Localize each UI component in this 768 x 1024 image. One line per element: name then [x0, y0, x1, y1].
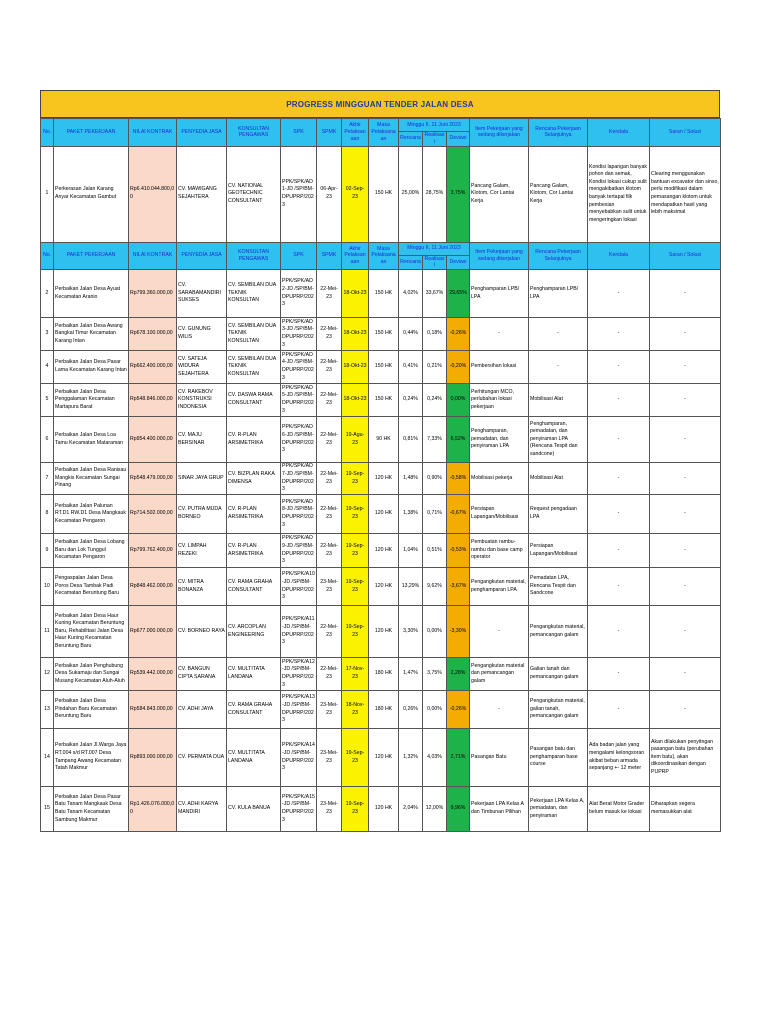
- row-number: 5: [41, 384, 54, 417]
- package-name: Perbaikan Jalan Desa Awang Bangkal Timur Kecamatan Karang Intan: [54, 318, 129, 351]
- actual-percent: 0,24%: [423, 384, 447, 417]
- deviation-percent: 3,75%: [447, 146, 470, 242]
- end-date: 19-Sep-23: [342, 787, 369, 832]
- planned-percent: 4,02%: [399, 270, 423, 318]
- package-name: Perbaikan Jalan Palunan RT.D1 RW.D1 Desa Mangkauk Kecamatan Pengaron: [54, 495, 129, 534]
- end-date: 18-Okt-23: [342, 318, 369, 351]
- header-saran: Saran / Solusi: [650, 119, 721, 147]
- row-number: 3: [41, 318, 54, 351]
- table-row: [41, 787, 721, 832]
- planned-percent: 25,00%: [399, 146, 423, 242]
- next-work: Persiapan Lapangan/Mobilisasi: [529, 534, 588, 568]
- duration: 180 HK: [369, 658, 399, 691]
- spmk-date: 06-Apr-23: [317, 146, 342, 242]
- solution: -: [650, 463, 721, 495]
- planned-percent: 1,38%: [399, 495, 423, 534]
- header-item: Item Pekerjaan yang sedang dikerjakan: [470, 119, 529, 147]
- planned-percent: 1,04%: [399, 534, 423, 568]
- consultant-name: CV. R-PLAN ARSIMETRIKA: [227, 495, 281, 534]
- actual-percent: 0,18%: [423, 318, 447, 351]
- spmk-date: 22-Mei-23: [317, 318, 342, 351]
- duration: 150 HK: [369, 146, 399, 242]
- duration: 150 HK: [369, 270, 399, 318]
- end-date: 19-Agu-23: [342, 417, 369, 463]
- row-number: 14: [41, 729, 54, 787]
- duration: 120 HK: [369, 534, 399, 568]
- spmk-date: 23-Mei-23: [317, 691, 342, 729]
- header-akhir: Akhir Pelaksanaan: [342, 242, 369, 270]
- provider-name: CV. LIMPAH REZEKI: [177, 534, 227, 568]
- spmk-date: 23-Mei-23: [317, 729, 342, 787]
- header-saran: Saran / Solusi: [650, 242, 721, 270]
- consultant-name: CV. BIZPLAN RAKA DIMENSA: [227, 463, 281, 495]
- header-row: [41, 119, 721, 132]
- next-work: Penghamparan LPB/ LPA: [529, 270, 588, 318]
- header-nilai: NILAI KONTRAK: [129, 242, 177, 270]
- actual-percent: 0,21%: [423, 351, 447, 384]
- contract-value: Rp662.400.000,00: [129, 351, 177, 384]
- header-row: [41, 242, 721, 255]
- solution: -: [650, 270, 721, 318]
- row-number: 7: [41, 463, 54, 495]
- header-realisasi: Realisasi: [423, 255, 447, 270]
- report-sheet: [40, 90, 720, 832]
- actual-percent: 33,67%: [423, 270, 447, 318]
- contract-value: Rp714.502.000,00: [129, 495, 177, 534]
- table-row: [41, 463, 721, 495]
- table-row: [41, 729, 721, 787]
- planned-percent: 0,44%: [399, 318, 423, 351]
- current-work: -: [470, 318, 529, 351]
- deviation-percent: -3,30%: [447, 606, 470, 658]
- spmk-date: 22-Mei-23: [317, 270, 342, 318]
- actual-percent: 28,75%: [423, 146, 447, 242]
- current-work: Pengangkutan material, penghamparan LPA: [470, 568, 529, 606]
- deviation-percent: -0,58%: [447, 463, 470, 495]
- header-paket: PAKET PEKERJAAN: [54, 119, 129, 147]
- table-row: [41, 384, 721, 417]
- duration: 150 HK: [369, 351, 399, 384]
- table-row: [41, 534, 721, 568]
- header-minggu: Minggu II, 11 Juni 2023: [399, 242, 470, 255]
- table-row: [41, 691, 721, 729]
- spk-number: PPK/SPK/A12-JD /SP/BM-DPUPRP/2023: [281, 658, 317, 691]
- consultant-name: CV. SEMBILAN DUA TEKNIK KONSULTAN: [227, 351, 281, 384]
- solution: -: [650, 384, 721, 417]
- next-work: Penghamparan, pemadatan, dan penyiraman LPA (Rencana Tespit dan sandcone): [529, 417, 588, 463]
- header-paket: PAKET PEKERJAAN: [54, 242, 129, 270]
- current-work: Penghamparan, pemadatan, dan penyiraman LPA: [470, 417, 529, 463]
- next-work: Pekerjaan LPA Kelas A, pemadatan, dan penyiraman: [529, 787, 588, 832]
- obstacle: -: [588, 270, 650, 318]
- planned-percent: 1,48%: [399, 463, 423, 495]
- spk-number: PPK/SPK/AD8-JD /SP/BM-DPUPRP/2023: [281, 495, 317, 534]
- contract-value: Rp954.400.000,00: [129, 417, 177, 463]
- planned-percent: 13,29%: [399, 568, 423, 606]
- header-rencana-pekerjaan: Rencana Pekerjaan Selanjutnya: [529, 119, 588, 147]
- next-work: -: [529, 318, 588, 351]
- table-row: [41, 568, 721, 606]
- deviation-percent: 2,71%: [447, 729, 470, 787]
- table-row: [41, 658, 721, 691]
- contract-value: Rp584.843.000,00: [129, 691, 177, 729]
- current-work: -: [470, 606, 529, 658]
- next-work: Pengangkutan material, pemancangan galam: [529, 606, 588, 658]
- spk-number: PPK/SPK/AD1-JD /SP/BM-DPUPRP/2023: [281, 146, 317, 242]
- package-name: Perbaikan Jalan Desa Pasar Batu Tanam Mangkauk Desa Batu Tanam Kecamatan Sambung Makmur: [54, 787, 129, 832]
- spk-number: PPK/SPK/A13-JD /SP/BM-DPUPRP/2023: [281, 691, 317, 729]
- deviation-percent: -0,26%: [447, 691, 470, 729]
- package-name: Perbaikan Jalan Desa Pasar Lama Kecamatan Karang Intan: [54, 351, 129, 384]
- provider-name: CV. RAKEBOV KONSTRUKSI INDONESIA: [177, 384, 227, 417]
- provider-name: CV. MAJU BERSINAR: [177, 417, 227, 463]
- provider-name: CV. BORNEO RAYA: [177, 606, 227, 658]
- duration: 120 HK: [369, 568, 399, 606]
- header-kendala: Kendala: [588, 119, 650, 147]
- actual-percent: 0,00%: [423, 691, 447, 729]
- package-name: Perbaikan Jalan Desa Haur Kuning Kecamatan Beruntung Baru, Rehabilitasi Jalan Desa Haur Kuning Kecamatan Beruntung Baru: [54, 606, 129, 658]
- solution: -: [650, 495, 721, 534]
- duration: 120 HK: [369, 463, 399, 495]
- provider-name: CV. SARABAMANDIRI SUKSES: [177, 270, 227, 318]
- obstacle: Kondisi lapangan banyak pohon dan semak, Kondisi lokasi cukup sulit mengakibatkan klotom banyak tertapal filk pembesian menyebabkan sulit untuk mengeringkan lokasi: [588, 146, 650, 242]
- duration: 120 HK: [369, 606, 399, 658]
- report-title: PROGRESS MINGGUAN TENDER JALAN DESA: [40, 90, 720, 118]
- actual-percent: 12,00%: [423, 787, 447, 832]
- next-work: Pasangan batu dan penghamparan base course: [529, 729, 588, 787]
- current-work: Pengangkutan material dan pemancangan galam: [470, 658, 529, 691]
- provider-name: CV. GUNUNG WILIS: [177, 318, 227, 351]
- consultant-name: CV. SEMBILAN DUA TEKNIK KONSULTAN: [227, 270, 281, 318]
- planned-percent: 0,26%: [399, 691, 423, 729]
- end-date: 02-Sep-23: [342, 146, 369, 242]
- provider-name: SINAR JAYA GRUP: [177, 463, 227, 495]
- provider-name: CV. SATEJA WIDURA SEJAHTERA: [177, 351, 227, 384]
- next-work: Pancang Galam, Klotom, Cor Lantai Kerja: [529, 146, 588, 242]
- actual-percent: 3,75%: [423, 658, 447, 691]
- end-date: 19-Sep-23: [342, 463, 369, 495]
- package-name: Perbaikan Jalan Desa Penggalaman Kecamatan Martapura Barat: [54, 384, 129, 417]
- package-name: Perbaikan Jalan Penghubung Desa Sukamaju dan Sungai Musang Kecamatan Aluh-Aluh: [54, 658, 129, 691]
- spk-number: PPK/SPK/AD4-JD /SP/BM-DPUPRP/2023: [281, 351, 317, 384]
- solution: -: [650, 658, 721, 691]
- package-name: Perbaikan Jalan Desa Loa Tamu Kecamatan Mataraman: [54, 417, 129, 463]
- header-spmk: SPMK: [317, 119, 342, 147]
- header-spmk: SPMK: [317, 242, 342, 270]
- duration: 120 HK: [369, 729, 399, 787]
- spk-number: PPK/SPK/A10-JD /SP/BM-DPUPRP/2023: [281, 568, 317, 606]
- consultant-name: CV. SEMBILAN DUA TEKNIK KONSULTAN: [227, 318, 281, 351]
- end-date: 19-Sep-23: [342, 568, 369, 606]
- header-deviasi: Deviasi: [447, 132, 470, 147]
- obstacle: -: [588, 568, 650, 606]
- package-name: Pengaspalan Jalan Desa Poros Desa Tambak Padi Kecamatan Beruntung Baru: [54, 568, 129, 606]
- obstacle: -: [588, 318, 650, 351]
- deviation-percent: -0,20%: [447, 351, 470, 384]
- header-masa: Masa Pelaksanaan: [369, 119, 399, 147]
- row-number: 12: [41, 658, 54, 691]
- duration: 90 HK: [369, 417, 399, 463]
- provider-name: CV. ADHI JAYA: [177, 691, 227, 729]
- contract-value: Rp799.762.400,00: [129, 534, 177, 568]
- planned-percent: 1,47%: [399, 658, 423, 691]
- consultant-name: CV. RAMA GRAHA CONSULTANT: [227, 568, 281, 606]
- table-row: [41, 417, 721, 463]
- consultant-name: CV. R-PLAN ARSIMETRIKA: [227, 417, 281, 463]
- spk-number: PPK/SPK/A11-JD /SP/BM-DPUPRP/2023: [281, 606, 317, 658]
- table-row: [41, 495, 721, 534]
- header-konsultan: KONSULTAN PENGAWAS: [227, 119, 281, 147]
- end-date: 17-Nov-23: [342, 658, 369, 691]
- obstacle: -: [588, 534, 650, 568]
- spk-number: PPK/SPK/A15-JD /SP/BM-DPUPRP/2023: [281, 787, 317, 832]
- end-date: 19-Sep-23: [342, 495, 369, 534]
- solution: Clearing menggunakan bantuan excavator dan sinso, perlu modifikasi dalam pemasangan klotom untuk mendapatkan hasil yang lebih maksimal: [650, 146, 721, 242]
- row-number: 1: [41, 146, 54, 242]
- next-work: -: [529, 351, 588, 384]
- obstacle: Alat Berat Motor Grader belum masuk ke lokasi: [588, 787, 650, 832]
- package-name: Perbaikan Jalan Desa Ayuat Kecamatan Aranio: [54, 270, 129, 318]
- row-number: 10: [41, 568, 54, 606]
- consultant-name: CV. ARCOPLAN ENGINEERING: [227, 606, 281, 658]
- end-date: 18-Okt-23: [342, 351, 369, 384]
- provider-name: CV. PERMATA DUA: [177, 729, 227, 787]
- spmk-date: 23-Mei-23: [317, 568, 342, 606]
- header-rencana-pekerjaan: Rencana Pekerjaan Selanjutnya: [529, 242, 588, 270]
- header-akhir: Akhir Pelaksanaan: [342, 119, 369, 147]
- end-date: 19-Sep-23: [342, 606, 369, 658]
- header-no: No.: [41, 242, 54, 270]
- package-name: Perkerasan Jalan Karang Anyar Kecamatan Gambut: [54, 146, 129, 242]
- row-number: 13: [41, 691, 54, 729]
- consultant-name: CV. R-PLAN ARSIMETRIKA: [227, 534, 281, 568]
- obstacle: -: [588, 606, 650, 658]
- contract-value: Rp6.410.044.800,00: [129, 146, 177, 242]
- row-number: 8: [41, 495, 54, 534]
- spk-number: PPK/SPK/AD7-JD /SP/BM-DPUPRP/2023: [281, 463, 317, 495]
- consultant-name: CV. MULTITATA LANDANA: [227, 729, 281, 787]
- table-row: [41, 351, 721, 384]
- next-work: Request pengadaan LPA: [529, 495, 588, 534]
- duration: 150 HK: [369, 318, 399, 351]
- obstacle: -: [588, 384, 650, 417]
- spmk-date: 22-Mei-23: [317, 606, 342, 658]
- current-work: Pekerjaan LPA Kelas A dan Timbunan Pilihan: [470, 787, 529, 832]
- spmk-date: 22-Mei-23: [317, 417, 342, 463]
- spmk-date: 22-Mei-23: [317, 658, 342, 691]
- deviation-percent: 9,96%: [447, 787, 470, 832]
- solution: Akan dilakukan penyitngan pasangan batu (perubahan item batu), akan dikoordinasikan dengan PUPRP: [650, 729, 721, 787]
- solution: -: [650, 606, 721, 658]
- header-spk: SPK: [281, 242, 317, 270]
- provider-name: CV. PUTRA MUDA BORNEO: [177, 495, 227, 534]
- spmk-date: 22-Mei-23: [317, 384, 342, 417]
- planned-percent: 2,04%: [399, 787, 423, 832]
- planned-percent: 0,81%: [399, 417, 423, 463]
- header-no: No.: [41, 119, 54, 147]
- obstacle: -: [588, 691, 650, 729]
- next-work: Pengangkutan material, galian tanah, pemancangan galam: [529, 691, 588, 729]
- consultant-name: CV. RAMA GRAHA CONSULTANT: [227, 691, 281, 729]
- row-number: 2: [41, 270, 54, 318]
- duration: 120 HK: [369, 495, 399, 534]
- header-penyedia: PENYEDIA JASA: [177, 242, 227, 270]
- solution: Diharapkan segera memasukkan alat: [650, 787, 721, 832]
- header-rencana: Rencana: [399, 132, 423, 147]
- solution: -: [650, 318, 721, 351]
- duration: 150 HK: [369, 384, 399, 417]
- row-number: 6: [41, 417, 54, 463]
- planned-percent: 3,30%: [399, 606, 423, 658]
- row-number: 11: [41, 606, 54, 658]
- next-work: Mobilisasi Alat: [529, 384, 588, 417]
- actual-percent: 0,51%: [423, 534, 447, 568]
- obstacle: -: [588, 463, 650, 495]
- obstacle: Ada badan jalan yang mengalami kelongsoran akibat beban armada sepanjang +- 12 meter: [588, 729, 650, 787]
- actual-percent: 0,00%: [423, 606, 447, 658]
- actual-percent: 0,90%: [423, 463, 447, 495]
- next-work: Mobilisasi Alat: [529, 463, 588, 495]
- spmk-date: 22-Mei-23: [317, 534, 342, 568]
- header-nilai: NILAI KONTRAK: [129, 119, 177, 147]
- row-number: 4: [41, 351, 54, 384]
- current-work: Penghamparan LPB/ LPA: [470, 270, 529, 318]
- contract-value: Rp799.360.000,00: [129, 270, 177, 318]
- header-rencana: Rencana: [399, 255, 423, 270]
- current-work: Pembersihan lokasi: [470, 351, 529, 384]
- contract-value: Rp548.479.000,00: [129, 463, 177, 495]
- deviation-percent: -0,26%: [447, 318, 470, 351]
- solution: -: [650, 534, 721, 568]
- planned-percent: 1,32%: [399, 729, 423, 787]
- actual-percent: 7,33%: [423, 417, 447, 463]
- header-konsultan: KONSULTAN PENGAWAS: [227, 242, 281, 270]
- current-work: Mobilisasi pekerja: [470, 463, 529, 495]
- next-work: Pemadatan LPA, Rencana Tespit dan Sandcone: [529, 568, 588, 606]
- table-row: [41, 318, 721, 351]
- solution: -: [650, 568, 721, 606]
- end-date: 19-Sep-23: [342, 729, 369, 787]
- header-deviasi: Deviasi: [447, 255, 470, 270]
- package-name: Perbaikan Jalan Desa Lobang Baru dan Lok Tunggul Kecamatan Pengaron: [54, 534, 129, 568]
- contract-value: Rp548.846.000,00: [129, 384, 177, 417]
- planned-percent: 0,24%: [399, 384, 423, 417]
- solution: -: [650, 417, 721, 463]
- header-minggu: Minggu II, 11 Juni 2023: [399, 119, 470, 132]
- current-work: Pembuatan rambu-rambu dan base camp operator: [470, 534, 529, 568]
- deviation-percent: 29,65%: [447, 270, 470, 318]
- header-item: Item Pekerjaan yang sedang dikerjakan: [470, 242, 529, 270]
- solution: -: [650, 691, 721, 729]
- end-date: 19-Sep-23: [342, 534, 369, 568]
- spmk-date: 22-Mei-23: [317, 495, 342, 534]
- next-work: Galian tanah dan pemancangan galam: [529, 658, 588, 691]
- header-penyedia: PENYEDIA JASA: [177, 119, 227, 147]
- header-spk: SPK: [281, 119, 317, 147]
- planned-percent: 0,41%: [399, 351, 423, 384]
- deviation-percent: -0,53%: [447, 534, 470, 568]
- table-row: [41, 270, 721, 318]
- spk-number: PPK/SPK/A14-JD /SP/BM-DPUPRP/2023: [281, 729, 317, 787]
- contract-value: Rp539.442.000,00: [129, 658, 177, 691]
- spmk-date: 22-Mei-23: [317, 463, 342, 495]
- consultant-name: CV. KULA BANUA: [227, 787, 281, 832]
- provider-name: CV. MITRA BONANZA: [177, 568, 227, 606]
- current-work: Pancang Galam, Klotom, Cor Lantai Kerja: [470, 146, 529, 242]
- actual-percent: 4,03%: [423, 729, 447, 787]
- consultant-name: CV. NATIONAL GEOTECHNIC CONSULTANT: [227, 146, 281, 242]
- deviation-percent: -3,67%: [447, 568, 470, 606]
- provider-name: CV. ADHI KARYA MANDIRI: [177, 787, 227, 832]
- spmk-date: 23-Mei-23: [317, 787, 342, 832]
- end-date: 18-Okt-23: [342, 270, 369, 318]
- current-work: -: [470, 691, 529, 729]
- row-number: 15: [41, 787, 54, 832]
- spk-number: PPK/SPK/AD9-JD /SP/BM-DPUPRP/2023: [281, 534, 317, 568]
- deviation-percent: 0,00%: [447, 384, 470, 417]
- header-kendala: Kendala: [588, 242, 650, 270]
- obstacle: -: [588, 658, 650, 691]
- obstacle: -: [588, 495, 650, 534]
- package-name: Perbaikan Jalan Jl.Warga Jaya RT.004 s/d RT.007 Desa Tampang Awang Kecamatan Tatah Makmur: [54, 729, 129, 787]
- contract-value: Rp848.462.000,00: [129, 568, 177, 606]
- header-realisasi: Realisasi: [423, 132, 447, 147]
- end-date: 18-Okt-23: [342, 384, 369, 417]
- row-number: 9: [41, 534, 54, 568]
- consultant-name: CV. DASWA RAMA CONSULTANT: [227, 384, 281, 417]
- current-work: Pasangan Batu: [470, 729, 529, 787]
- spk-number: PPK/SPK/AD6-JD /SP/BM-DPUPRP/2023: [281, 417, 317, 463]
- provider-name: CV. MAWIGANG SEJAHTERA: [177, 146, 227, 242]
- spk-number: PPK/SPK/AD2-JD /SP/BM-DPUPRP/2023: [281, 270, 317, 318]
- duration: 180 HK: [369, 691, 399, 729]
- consultant-name: CV. MULTITATA LANDANA: [227, 658, 281, 691]
- deviation-percent: 2,28%: [447, 658, 470, 691]
- provider-name: CV. BANGUN CIPTA SARANA: [177, 658, 227, 691]
- deviation-percent: 6,52%: [447, 417, 470, 463]
- deviation-percent: -0,67%: [447, 495, 470, 534]
- solution: -: [650, 351, 721, 384]
- contract-value: Rp678.100.000,00: [129, 318, 177, 351]
- table-row: [41, 606, 721, 658]
- spmk-date: 22-Mei-23: [317, 351, 342, 384]
- package-name: Perbaikan Jalan Desa Ranisau Mangkis Kecamatan Sungai Pinang: [54, 463, 129, 495]
- progress-table: [40, 118, 721, 832]
- current-work: Persiapan Lapangan/Mobilisasi: [470, 495, 529, 534]
- actual-percent: 0,71%: [423, 495, 447, 534]
- header-masa: Masa Pelaksanaan: [369, 242, 399, 270]
- actual-percent: 9,62%: [423, 568, 447, 606]
- current-work: Perhitungan MCO, perlubahan lokasi pekerjaan: [470, 384, 529, 417]
- spk-number: PPK/SPK/AD5-JD /SP/BM-DPUPRP/2023: [281, 384, 317, 417]
- contract-value: Rp1.426.076.000,00: [129, 787, 177, 832]
- obstacle: -: [588, 351, 650, 384]
- contract-value: Rp677.000.000,00: [129, 606, 177, 658]
- spk-number: PPK/SPK/AD3-JD /SP/BM-DPUPRP/2023: [281, 318, 317, 351]
- duration: 120 HK: [369, 787, 399, 832]
- end-date: 18-Nov-23: [342, 691, 369, 729]
- package-name: Perbaikan Jalan Desa Pindahan Baru Kecamatan Beruntung Baru: [54, 691, 129, 729]
- obstacle: -: [588, 417, 650, 463]
- table-row: [41, 146, 721, 242]
- contract-value: Rp893.000.000,00: [129, 729, 177, 787]
